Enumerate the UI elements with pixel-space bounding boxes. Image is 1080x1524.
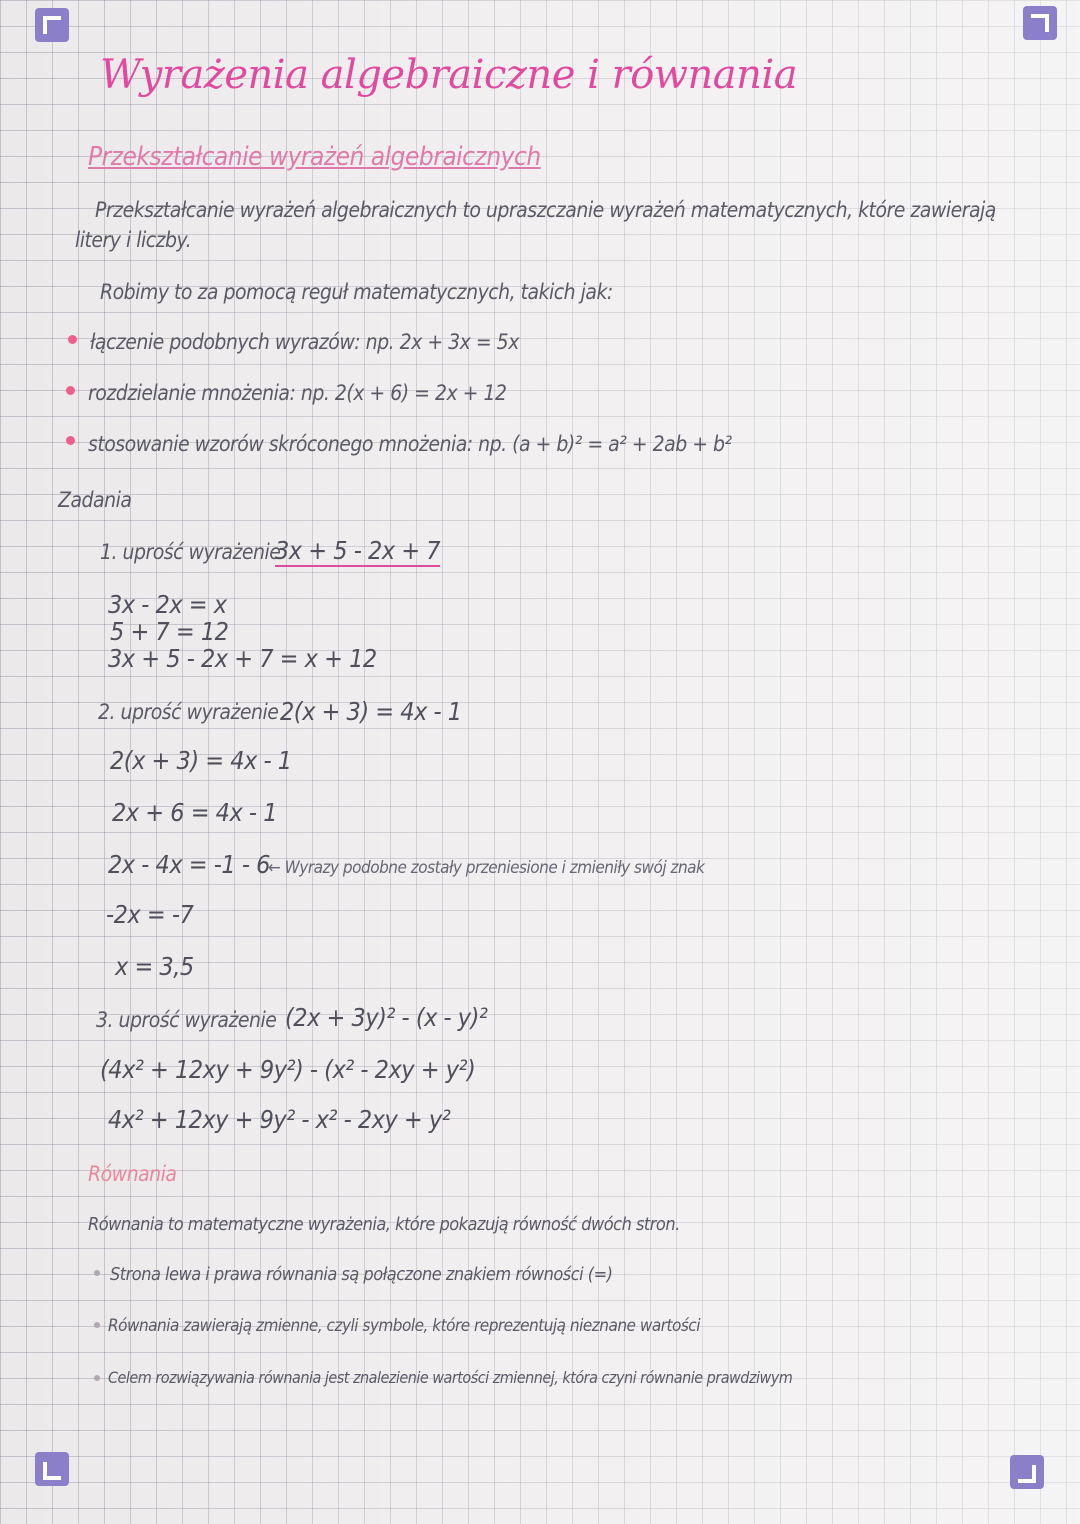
step: 2(x + 3) = 4x - 1 — [110, 746, 292, 775]
list-item: rozdzielanie mnożenia: np. 2(x + 6) = 2x + 12 — [88, 381, 507, 405]
paragraph: Przekształcanie wyrażeń algebraicznych to upraszczanie wyrażeń matematycznych, które zawierają — [95, 198, 996, 222]
annotation-note: ← Wyrazy podobne zostały przeniesione i zmieniły swój znak — [268, 858, 705, 878]
corner-marker-icon — [1023, 6, 1057, 40]
step: 2x + 6 = 4x - 1 — [112, 798, 277, 827]
section-heading: Równania — [88, 1162, 177, 1186]
task-expression: 3x + 5 - 2x + 7 — [275, 536, 440, 565]
step: (4x² + 12xy + 9y²) - (x² - 2xy + y²) — [100, 1055, 476, 1084]
bullet-icon — [94, 1270, 100, 1276]
tasks-heading: Zadania — [58, 488, 132, 512]
page-title: Wyrażenia algebraiczne i równania — [100, 52, 798, 98]
list-item: Strona lewa i prawa równania są połączone znakiem równości (=) — [110, 1264, 613, 1285]
section-heading: Przekształcanie wyrażeń algebraicznych — [88, 142, 541, 172]
step: x = 3,5 — [115, 952, 194, 981]
bullet-icon — [94, 1375, 100, 1381]
corner-marker-icon — [1010, 1455, 1044, 1489]
paragraph: Równania to matematyczne wyrażenia, które pokazują równość dwóch stron. — [88, 1214, 680, 1235]
list-item: Równania zawierają zmienne, czyli symbole, które reprezentują nieznane wartości — [108, 1316, 700, 1336]
task-label: 2. uprość wyrażenie — [98, 700, 279, 724]
paragraph: Robimy to za pomocą reguł matematycznych, takich jak: — [100, 280, 613, 304]
bullet-icon — [94, 1322, 100, 1328]
step: 4x² + 12xy + 9y² - x² - 2xy + y² — [108, 1105, 451, 1134]
corner-marker-icon — [35, 1452, 69, 1486]
step: 3x - 2x = x — [108, 590, 227, 619]
paragraph: litery i liczby. — [75, 228, 192, 252]
bullet-icon — [66, 386, 75, 395]
corner-marker-icon — [35, 8, 69, 42]
list-item: Celem rozwiązywania równania jest znalezienie wartości zmiennej, która czyni równanie prawdziwym — [108, 1368, 793, 1387]
task-expression: (2x + 3y)² - (x - y)² — [285, 1003, 488, 1032]
step: -2x = -7 — [106, 900, 194, 929]
bullet-icon — [66, 436, 75, 445]
bullet-icon — [68, 335, 77, 344]
task-expression: 2(x + 3) = 4x - 1 — [280, 697, 462, 726]
list-item: łączenie podobnych wyrazów: np. 2x + 3x = 5x — [90, 330, 519, 354]
step: 5 + 7 = 12 — [110, 617, 229, 646]
list-item: stosowanie wzorów skróconego mnożenia: np. (a + b)² = a² + 2ab + b² — [88, 432, 732, 456]
task-label: 1. uprość wyrażenie — [100, 540, 281, 564]
step: 2x - 4x = -1 - 6 — [108, 850, 270, 879]
task-label: 3. uprość wyrażenie — [96, 1008, 277, 1032]
step: 3x + 5 - 2x + 7 = x + 12 — [108, 644, 377, 673]
